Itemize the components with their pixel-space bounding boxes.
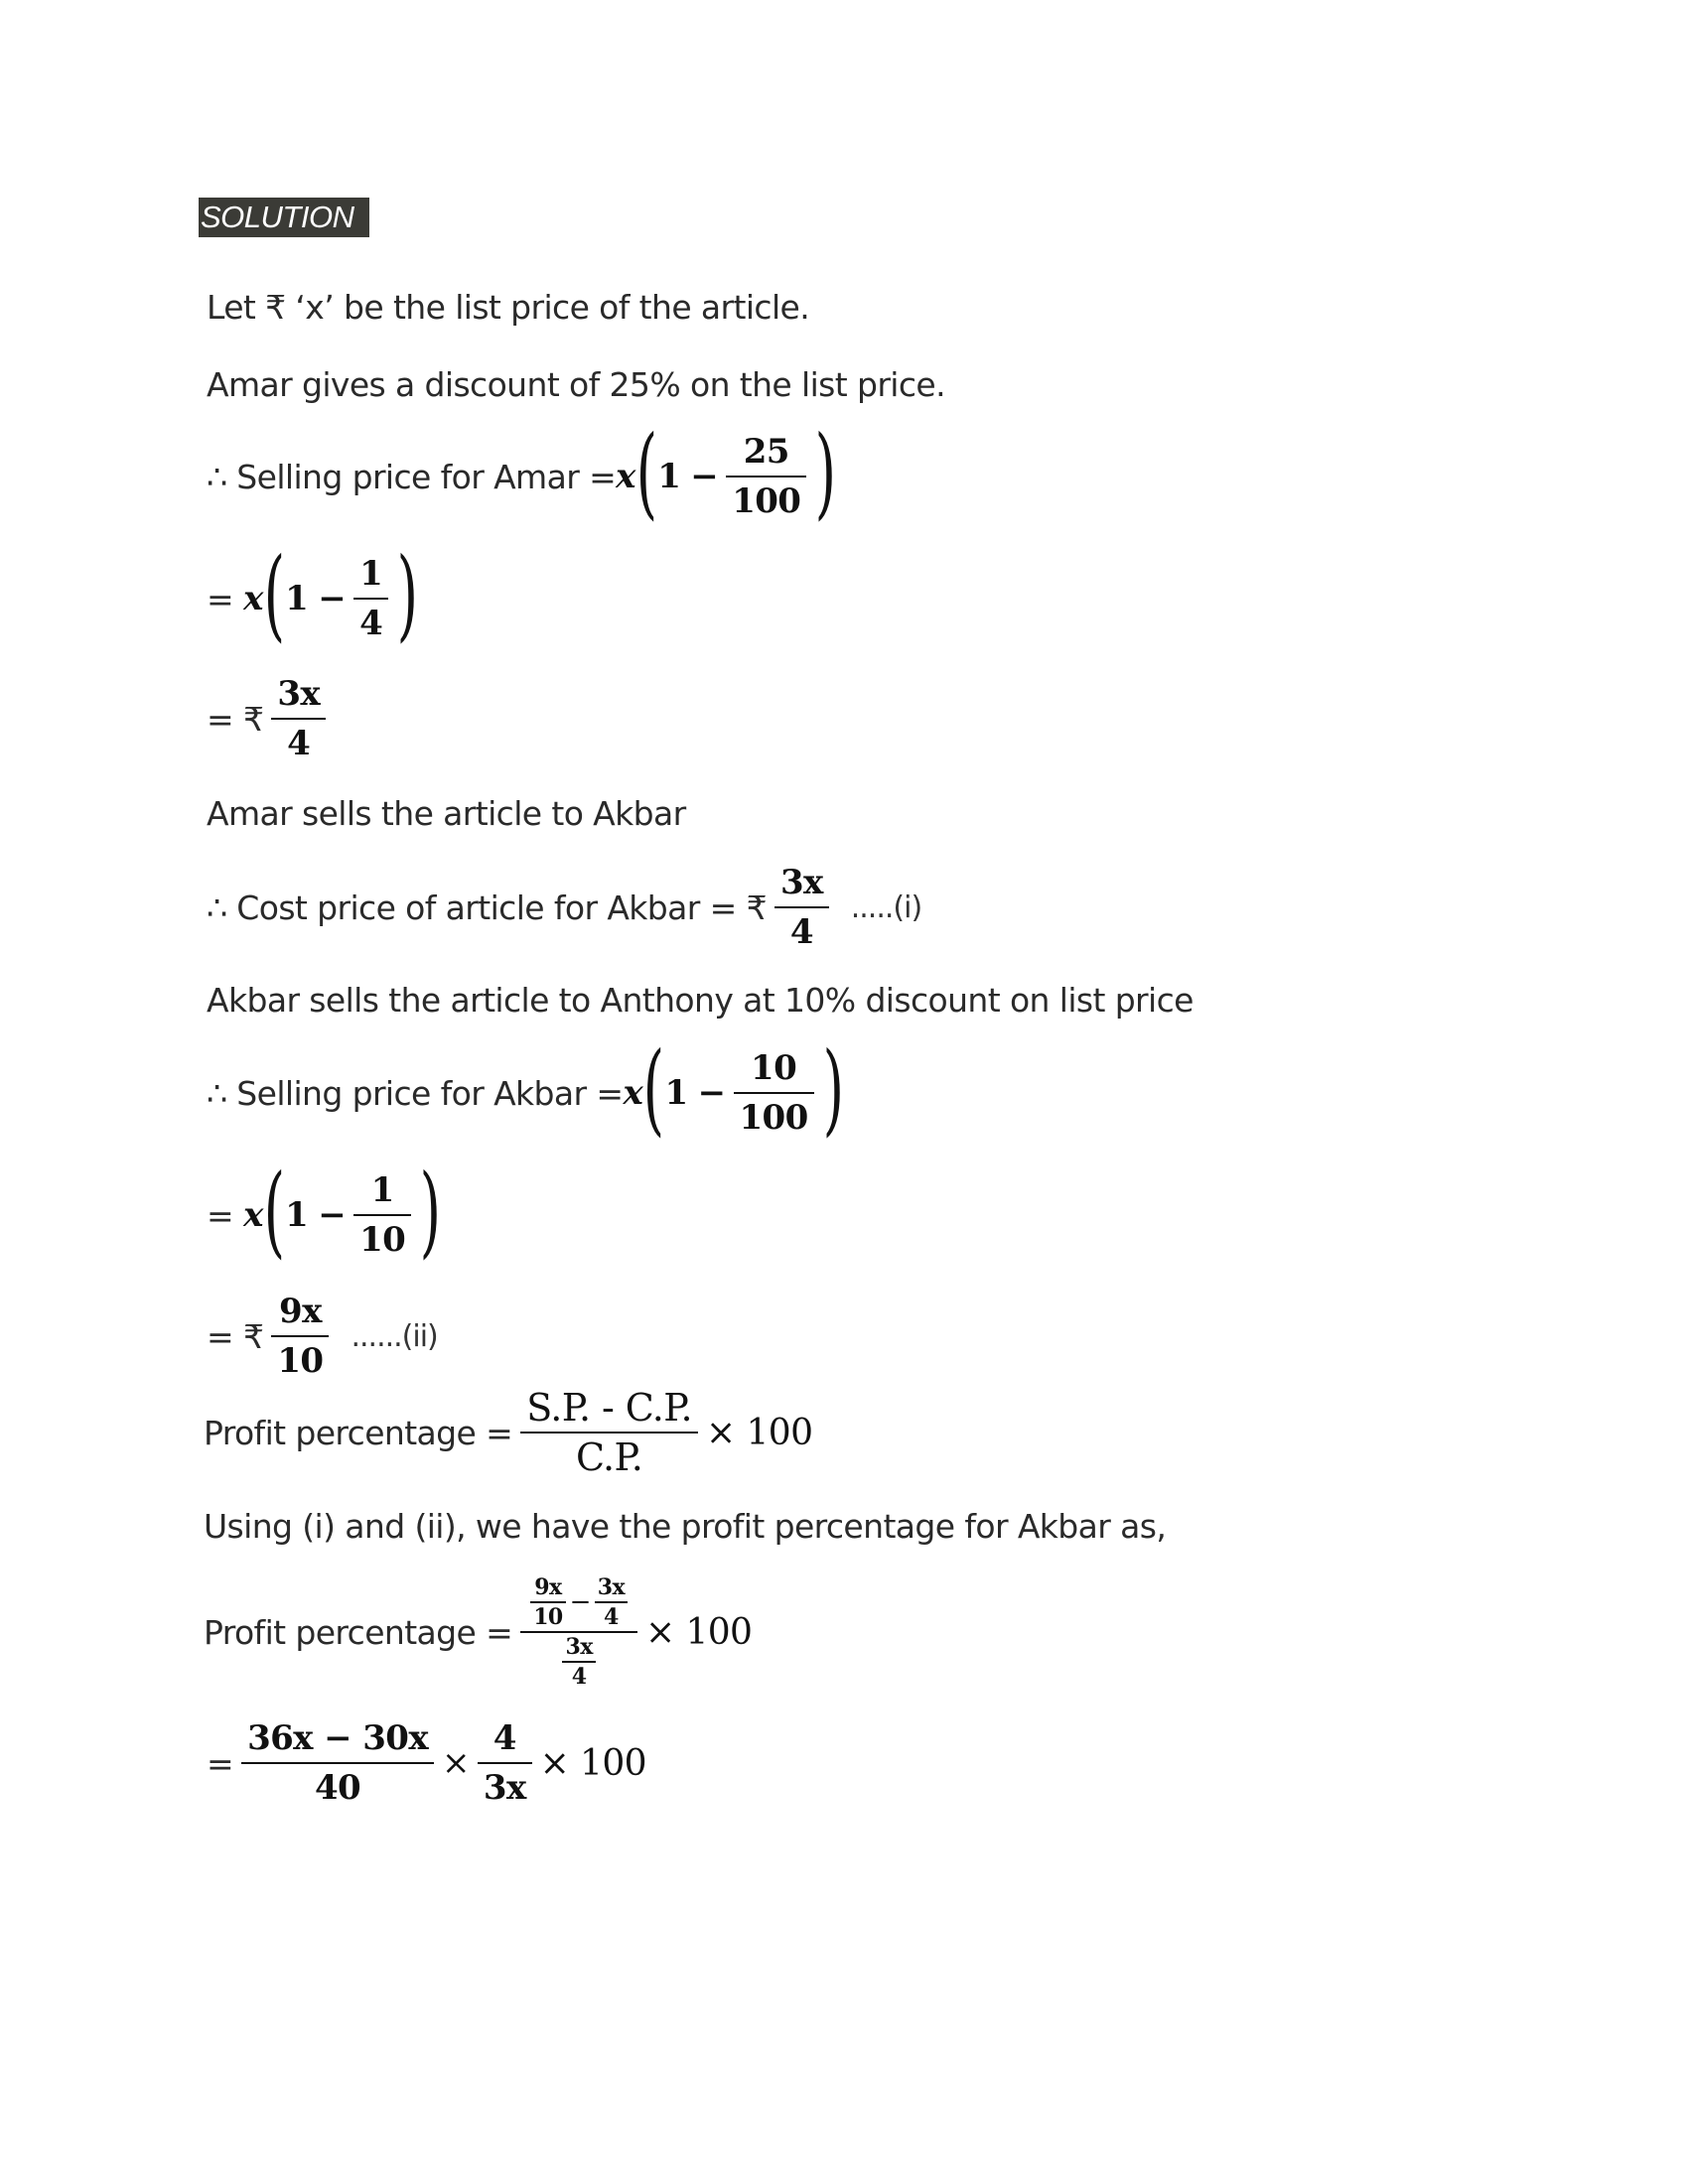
math-minus: − [318, 579, 347, 618]
equation-sp-amar-result [207, 670, 334, 767]
numerator: 9x [279, 1292, 322, 1331]
equation-profit-substituted [204, 1573, 752, 1691]
denominator: 4 [359, 604, 383, 643]
math-var: x [623, 1073, 643, 1113]
text: Let ₹ ‘x’ be the list price of the article. [207, 288, 810, 327]
compound-fraction [520, 1573, 637, 1691]
statement-amar-sells [207, 794, 686, 833]
numerator: 3x [597, 1574, 626, 1600]
math-var: x [243, 579, 263, 618]
times-100: × 100 [645, 1611, 753, 1653]
right-paren: ) [419, 1153, 442, 1269]
text: Using (i) and (ii), we have the profit percentage for Akbar as, [204, 1507, 1167, 1546]
math-minus: − [318, 1195, 347, 1235]
fraction [353, 1166, 411, 1264]
fraction [271, 1288, 329, 1385]
times-100: × 100 [539, 1742, 646, 1784]
equals-rupee: = ₹ [207, 699, 264, 739]
equals-rupee: = ₹ [207, 1316, 264, 1356]
denominator: 40 [314, 1768, 361, 1808]
statement-akbar-sells [207, 981, 1194, 1020]
times-100: × 100 [706, 1412, 813, 1453]
fraction [595, 1573, 628, 1631]
text: Amar gives a discount of 25% on the list price. [207, 365, 945, 404]
math-minus: − [697, 1073, 726, 1113]
fraction [774, 859, 829, 956]
text: ∴ Cost price of article for Akbar = ₹ [207, 887, 767, 927]
equation-profit-formula [204, 1384, 812, 1481]
text: ∴ Selling price for Amar = [207, 457, 617, 496]
statement-amar-discount [207, 365, 945, 404]
numerator: 10 [751, 1048, 797, 1088]
equals: = [207, 1743, 234, 1783]
equation-sp-amar-simplified [207, 536, 419, 652]
denominator: 3x [483, 1768, 526, 1808]
right-paren: ) [822, 1030, 844, 1147]
numerator: 1 [370, 1170, 394, 1210]
equation-sp-akbar-result [207, 1288, 438, 1385]
equation-sp-amar [207, 414, 837, 530]
left-paren: ( [635, 414, 657, 530]
compound-numerator [520, 1573, 637, 1631]
equation-tag: ......(ii) [351, 1318, 438, 1354]
fraction [520, 1384, 698, 1481]
numerator: 3x [565, 1634, 593, 1660]
fraction [271, 670, 326, 767]
equals: = [207, 1195, 234, 1235]
denominator: C.P. [575, 1435, 643, 1479]
math-minus: − [569, 1587, 591, 1617]
math-num: 1 [657, 457, 681, 496]
fraction [726, 428, 806, 525]
equation-cp-akbar [207, 859, 921, 956]
compound-denominator [552, 1633, 605, 1691]
text: Profit percentage = [204, 1612, 513, 1652]
right-paren: ) [815, 414, 837, 530]
denominator: 4 [571, 1664, 587, 1690]
denominator: 4 [287, 724, 311, 763]
numerator: 36x − 30x [247, 1718, 428, 1758]
math-var: x [616, 457, 635, 496]
left-paren: ( [263, 1153, 285, 1269]
denominator: 10 [533, 1604, 563, 1630]
math-num: 1 [285, 1195, 309, 1235]
numerator: 1 [359, 554, 383, 594]
left-paren: ( [263, 536, 285, 652]
fraction [734, 1044, 814, 1142]
numerator: 3x [779, 863, 823, 902]
denominator: 100 [732, 481, 801, 521]
fraction [241, 1714, 434, 1812]
fraction [478, 1714, 532, 1812]
statement-using [204, 1507, 1166, 1546]
solution-label: SOLUTION [199, 198, 369, 237]
numerator: 25 [743, 432, 789, 472]
denominator: 10 [277, 1341, 324, 1381]
numerator: 4 [492, 1718, 516, 1758]
fraction [530, 1573, 565, 1631]
math-var: x [243, 1195, 263, 1235]
numerator: 9x [534, 1574, 562, 1600]
times: × [442, 1743, 470, 1783]
denominator: 100 [739, 1098, 808, 1138]
equation-sp-akbar [207, 1030, 844, 1147]
fraction [562, 1633, 595, 1691]
math-num: 1 [664, 1073, 688, 1113]
math-minus: − [690, 457, 719, 496]
numerator: S.P. - C.P. [526, 1386, 693, 1430]
text: Akbar sells the article to Anthony at 10% discount on list price [207, 981, 1194, 1020]
fraction [353, 550, 388, 647]
text: Profit percentage = [204, 1413, 513, 1452]
text: Amar sells the article to Akbar [207, 794, 686, 833]
numerator: 3x [277, 674, 321, 714]
equation-profit-simplified [207, 1714, 646, 1812]
denominator: 4 [604, 1604, 619, 1630]
denominator: 4 [789, 912, 813, 952]
equation-tag: .....(i) [850, 889, 922, 925]
left-paren: ( [642, 1030, 664, 1147]
denominator: 10 [359, 1220, 406, 1260]
text: ∴ Selling price for Akbar = [207, 1073, 624, 1113]
statement-list-price [207, 288, 809, 327]
equation-sp-akbar-simplified [207, 1153, 442, 1269]
equals: = [207, 579, 234, 618]
math-num: 1 [285, 579, 309, 618]
right-paren: ) [396, 536, 418, 652]
